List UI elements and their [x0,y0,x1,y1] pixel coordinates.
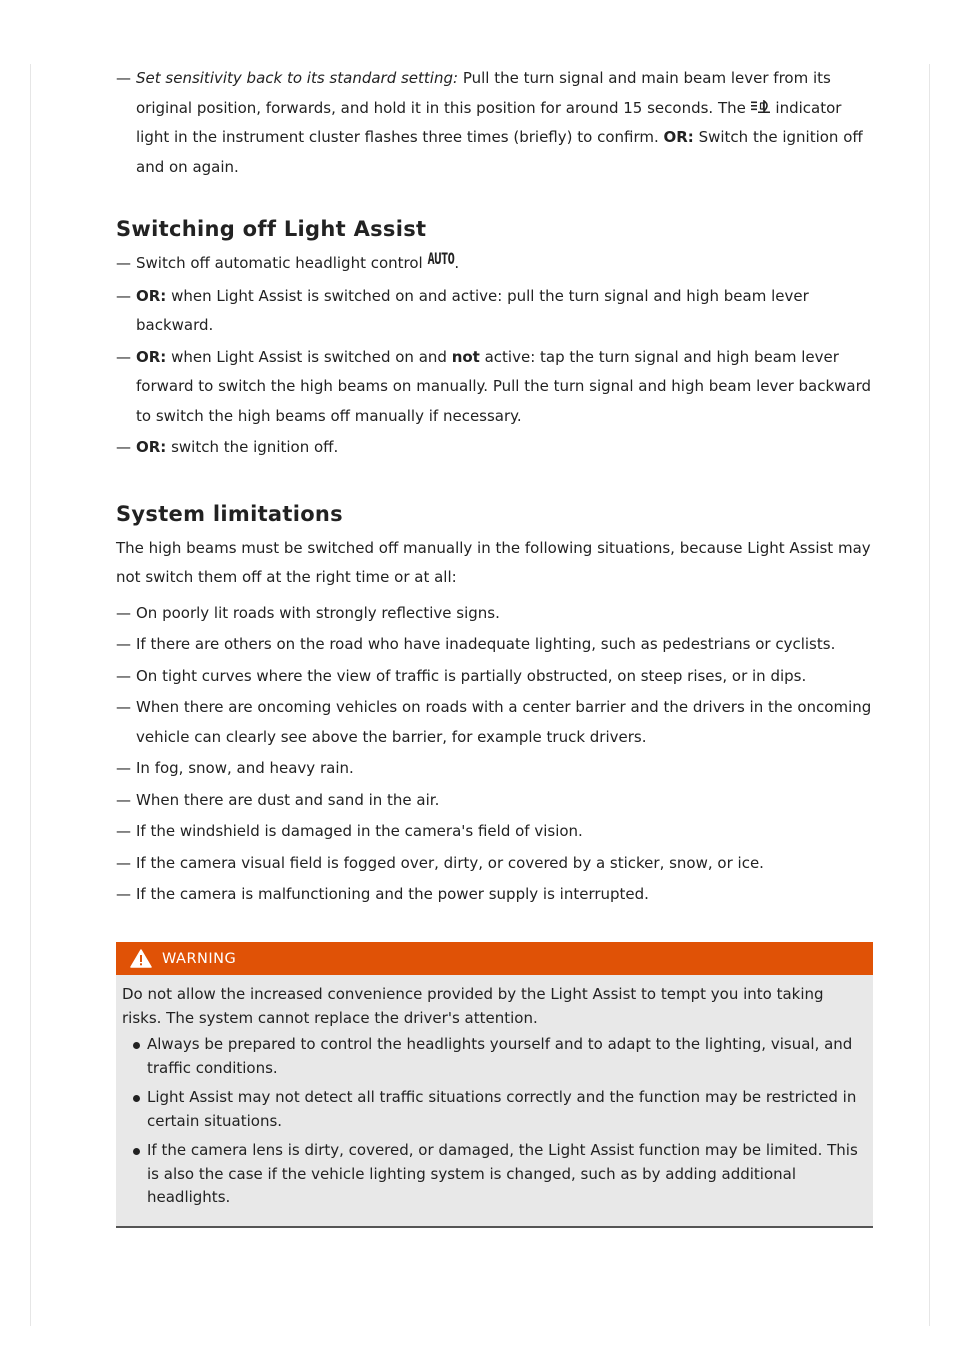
warning-bullet [122,1086,859,1133]
warning-label: WARNING [162,950,237,967]
heading-switching-off: Switching off Light Assist [116,217,427,241]
step-text: indicator light in the instrument cluster flashes three times (briefly) to confirm. [136,98,842,146]
list-item [116,343,876,432]
bullet-text: Always be prepared to control the headlights yourself and to adapt to the lighting, visual, and traffic conditions. [147,1035,853,1077]
item-text: When there are dust and sand in the air. [136,790,440,809]
limitations-intro: The high beams must be switched off manually in the following situations, because Light Assist may not switch them off at the right time or at all: [116,538,871,586]
dash-marker: — [116,286,131,305]
list-item [116,662,876,692]
item-text: If there are others on the road who have inadequate lighting, such as pedestrians or cyclists. [136,635,836,653]
warning-triangle-icon [130,949,152,968]
warning-header [116,942,873,975]
warning-box [116,942,873,1228]
step-reset-sensitivity [116,64,876,182]
item-text: In fog, snow, and heavy rain. [136,759,354,777]
warning-bullet [122,1033,859,1080]
list-item [116,754,876,784]
item-text: When there are oncoming vehicles on roads with a center barrier and the drivers in the oncoming vehicle can clearly see above the barrier, for example truck drivers. [136,698,872,746]
emphasis-word: not [451,347,480,366]
step-text: Pull the turn signal and main beam lever from its original position, forwards, and hold it in this position for around 15 seconds. The [136,69,831,117]
list-item [116,849,876,879]
item-text: when Light Assist is switched on and [166,347,452,366]
high-beam-assist-icon [751,94,771,124]
list-item [116,630,876,660]
dash-marker: — [116,254,131,272]
dash-marker: — [116,666,131,685]
auto-headlight-icon: AUTO [427,249,455,269]
item-text: Switch off automatic headlight control [136,254,428,272]
list-item [116,693,876,752]
item-text: On tight curves where the view of traffic is partially obstructed, on steep rises, or in dips. [136,666,807,685]
item-text: If the windshield is damaged in the camera's field of vision. [136,822,583,840]
step-italic-lead: Set sensitivity back to its standard setting: [136,69,459,87]
list-item [116,282,876,341]
list-item [116,786,876,816]
dash-marker: — [116,759,131,777]
item-text: active: tap the turn signal and high beam lever forward to switch the high beams on manually. Pull the turn signal and high beam lever backward to switch the high beams off manually if necessary. [136,347,872,425]
dash-marker: — [116,635,131,653]
or-label: OR: [136,347,167,366]
bullet-dot [133,1095,140,1102]
item-text: switch the ignition off. [166,438,339,456]
manual-page-content [116,64,876,912]
bullet-text: If the camera lens is dirty, covered, or damaged, the Light Assist function may be limited. This is also the case if the vehicle lighting system is changed, such as by adding additional headlights. [147,1141,858,1206]
list-item [116,880,876,910]
warning-intro: Do not allow the increased convenience provided by the Light Assist to tempt you into taking risks. The system cannot replace the driver's attention. [122,985,824,1027]
or-label: OR: [663,128,694,146]
list-item [116,249,876,280]
dash-marker: — [116,853,131,872]
warning-body [116,975,873,1228]
warning-bullet [122,1139,859,1210]
or-label: OR: [136,438,167,456]
dash-marker: — [116,885,131,903]
page-margin-rule-right [929,64,930,1326]
dash-marker: — [116,603,131,622]
list-item [116,433,876,463]
item-text: If the camera visual field is fogged over, dirty, or covered by a sticker, snow, or ice. [136,853,764,872]
dash-marker: — [116,822,131,840]
dash-marker: — [116,790,131,809]
list-item [116,599,876,629]
item-text: when Light Assist is switched on and active: pull the turn signal and high beam lever backward. [136,286,809,334]
heading-system-limitations: System limitations [116,501,343,526]
dash-marker: — [116,698,131,716]
page-margin-rule-left [30,64,31,1326]
dash-marker: — [116,347,131,366]
bullet-dot [133,1042,140,1049]
item-text: . [454,254,460,272]
step-text: Switch the ignition off and on again. [136,128,863,176]
list-item [116,817,876,847]
item-text: On poorly lit roads with strongly reflective signs. [136,603,500,622]
bullet-dot [133,1148,140,1155]
bullet-text: Light Assist may not detect all traffic situations correctly and the function may be restricted in certain situations. [147,1088,857,1130]
or-label: OR: [136,286,167,305]
item-text: If the camera is malfunctioning and the power supply is interrupted. [136,885,649,903]
dash-marker: — [116,69,131,87]
dash-marker: — [116,438,131,456]
